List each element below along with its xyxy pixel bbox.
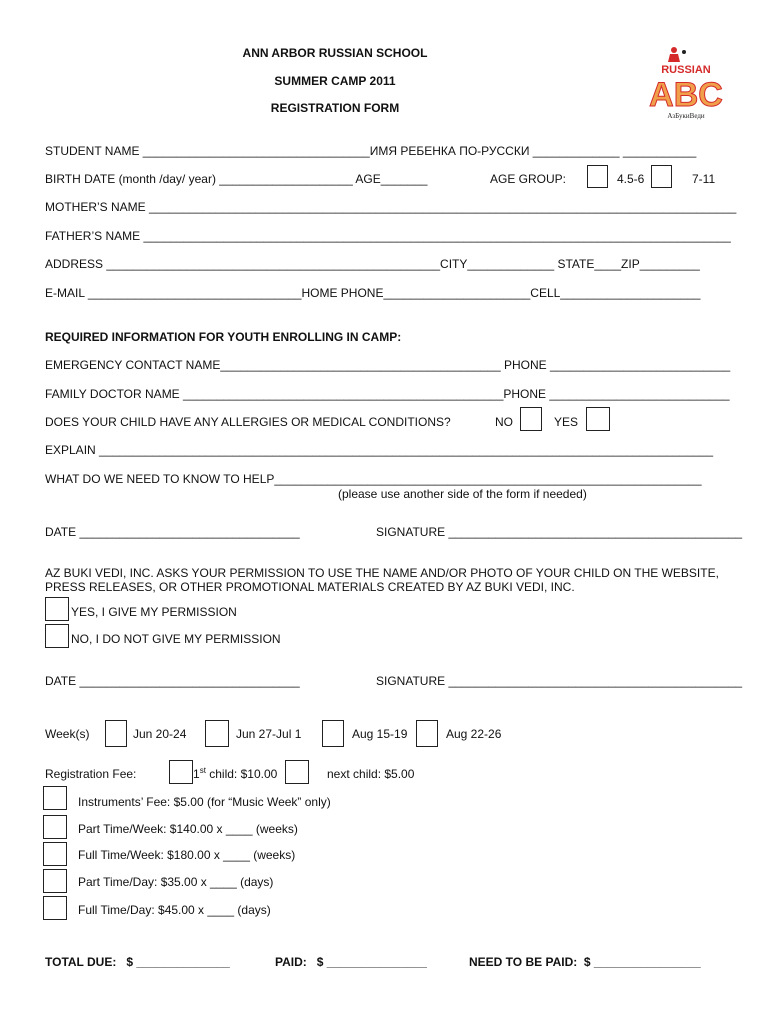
need-to-pay-line[interactable]: NEED TO BE PAID: $ ________________ xyxy=(469,955,701,969)
next-child-fee: next child: $5.00 xyxy=(327,767,415,781)
signature-line-2[interactable]: SIGNATURE ____________________________________________ xyxy=(376,674,743,688)
logo-sub-word: АзБукиВеди xyxy=(667,112,705,120)
form-title: REGISTRATION FORM xyxy=(270,101,400,115)
emergency-contact-line[interactable]: EMERGENCY CONTACT NAME__________________________________________ PHONE ___________________________ xyxy=(45,358,731,372)
explain-line[interactable]: EXPLAIN ____________________________________________________________________________________________ xyxy=(45,443,714,457)
school-name: ANN ARBOR RUSSIAN SCHOOL xyxy=(242,46,428,60)
permission-yes-label: YES, I GIVE MY PERMISSION xyxy=(71,605,237,619)
youth-heading: REQUIRED INFORMATION FOR YOUTH ENROLLING IN CAMP: xyxy=(45,330,402,344)
allergies-no-label: NO xyxy=(495,415,513,429)
permission-yes-checkbox[interactable] xyxy=(45,597,69,621)
part-time-day-checkbox[interactable] xyxy=(43,869,67,893)
email-phone-line[interactable]: E-MAIL ________________________________HOME PHONE______________________CELL_____________________ xyxy=(45,286,701,300)
age-group-7-11-label: 7-11 xyxy=(692,172,716,186)
permission-no-checkbox[interactable] xyxy=(45,624,69,648)
mother-name-line[interactable]: MOTHER’S NAME ________________________________________________________________________________________ xyxy=(45,200,737,214)
age-group-label: AGE GROUP: xyxy=(490,172,567,186)
week-jun20-label: Jun 20-24 xyxy=(133,727,187,741)
paid-line[interactable]: PAID: $ _______________ xyxy=(275,955,427,969)
permission-no-label: NO, I DO NOT GIVE MY PERMISSION xyxy=(71,632,281,646)
school-logo xyxy=(644,44,728,124)
what-to-know-line[interactable]: WHAT DO WE NEED TO KNOW TO HELP________________________________________________________________ xyxy=(45,472,702,486)
allergies-yes-checkbox[interactable] xyxy=(586,407,610,431)
week-jun27-checkbox[interactable] xyxy=(205,720,229,747)
instruments-fee-label: Instruments’ Fee: $5.00 (for “Music Week” only) xyxy=(78,795,331,809)
date-line-2[interactable]: DATE _________________________________ xyxy=(45,674,300,688)
allergies-yes-label: YES xyxy=(554,415,579,429)
first-child-suffix: child: $10.00 xyxy=(205,767,278,781)
week-aug22-label: Aug 22-26 xyxy=(446,727,502,741)
instruments-fee-checkbox[interactable] xyxy=(43,786,67,810)
permission-text-1: AZ BUKI VEDI, INC. ASKS YOUR PERMISSION TO USE THE NAME AND/OR PHOTO OF YOUR CHILD ON THE WEBSITE, xyxy=(45,566,719,580)
full-time-week-checkbox[interactable] xyxy=(43,842,67,866)
age-group-4-6-label: 4.5-6 xyxy=(617,172,645,186)
logo-figure-icon xyxy=(668,47,686,62)
first-child-checkbox[interactable] xyxy=(169,760,193,784)
family-doctor-line[interactable]: FAMILY DOCTOR NAME ________________________________________________PHONE ___________________________ xyxy=(45,387,730,401)
allergies-question: DOES YOUR CHILD HAVE ANY ALLERGIES OR MEDICAL CONDITIONS? xyxy=(45,415,451,429)
logo-top-word: RUSSIAN xyxy=(661,64,711,76)
registration-fee-label: Registration Fee: xyxy=(45,767,137,781)
week-jun20-checkbox[interactable] xyxy=(105,720,127,747)
full-time-day-label: Full Time/Day: $45.00 x ____ (days) xyxy=(78,903,271,917)
week-aug15-checkbox[interactable] xyxy=(322,720,344,747)
permission-text-2: PRESS RELEASES, OR OTHER PROMOTIONAL MATERIALS CREATED BY AZ BUKI VEDI, INC. xyxy=(45,580,575,594)
week-aug15-label: Aug 15-19 xyxy=(352,727,408,741)
full-time-week-label: Full Time/Week: $180.00 x ____ (weeks) xyxy=(78,848,296,862)
week-aug22-checkbox[interactable] xyxy=(416,720,438,747)
student-name-line[interactable]: STUDENT NAME __________________________________ИМЯ РЕБЕНКА ПО-РУССКИ _____________ ___________ xyxy=(45,144,697,158)
signature-line-1[interactable]: SIGNATURE ____________________________________________ xyxy=(376,525,743,539)
date-line-1[interactable]: DATE _________________________________ xyxy=(45,525,300,539)
part-time-week-label: Part Time/Week: $140.00 x ____ (weeks) xyxy=(78,822,298,836)
age-group-7-11-checkbox[interactable] xyxy=(651,165,672,188)
other-side-note: (please use another side of the form if needed) xyxy=(338,487,587,501)
next-child-checkbox[interactable] xyxy=(285,760,309,784)
allergies-no-checkbox[interactable] xyxy=(520,407,542,431)
address-line[interactable]: ADDRESS __________________________________________________CITY_____________ STATE____ZIP_________ xyxy=(45,257,700,271)
first-child-fee xyxy=(193,767,277,781)
total-due-line[interactable]: TOTAL DUE: $ ______________ xyxy=(45,955,230,969)
father-name-line[interactable]: FATHER’S NAME ________________________________________________________________________________________ xyxy=(45,229,731,243)
first-child-sup: st xyxy=(199,766,206,775)
week-jun27-label: Jun 27-Jul 1 xyxy=(236,727,302,741)
birth-date-line[interactable]: BIRTH DATE (month /day/ year) ____________________ AGE_______ xyxy=(45,172,428,186)
age-group-4-6-checkbox[interactable] xyxy=(587,165,608,188)
weeks-label: Week(s) xyxy=(45,727,90,741)
full-time-day-checkbox[interactable] xyxy=(43,896,67,920)
logo-big-word: ABC xyxy=(649,76,723,114)
first-child-prefix: 1 xyxy=(193,767,200,781)
part-time-week-checkbox[interactable] xyxy=(43,815,67,839)
camp-title: SUMMER CAMP 2011 xyxy=(274,74,396,88)
part-time-day-label: Part Time/Day: $35.00 x ____ (days) xyxy=(78,875,274,889)
